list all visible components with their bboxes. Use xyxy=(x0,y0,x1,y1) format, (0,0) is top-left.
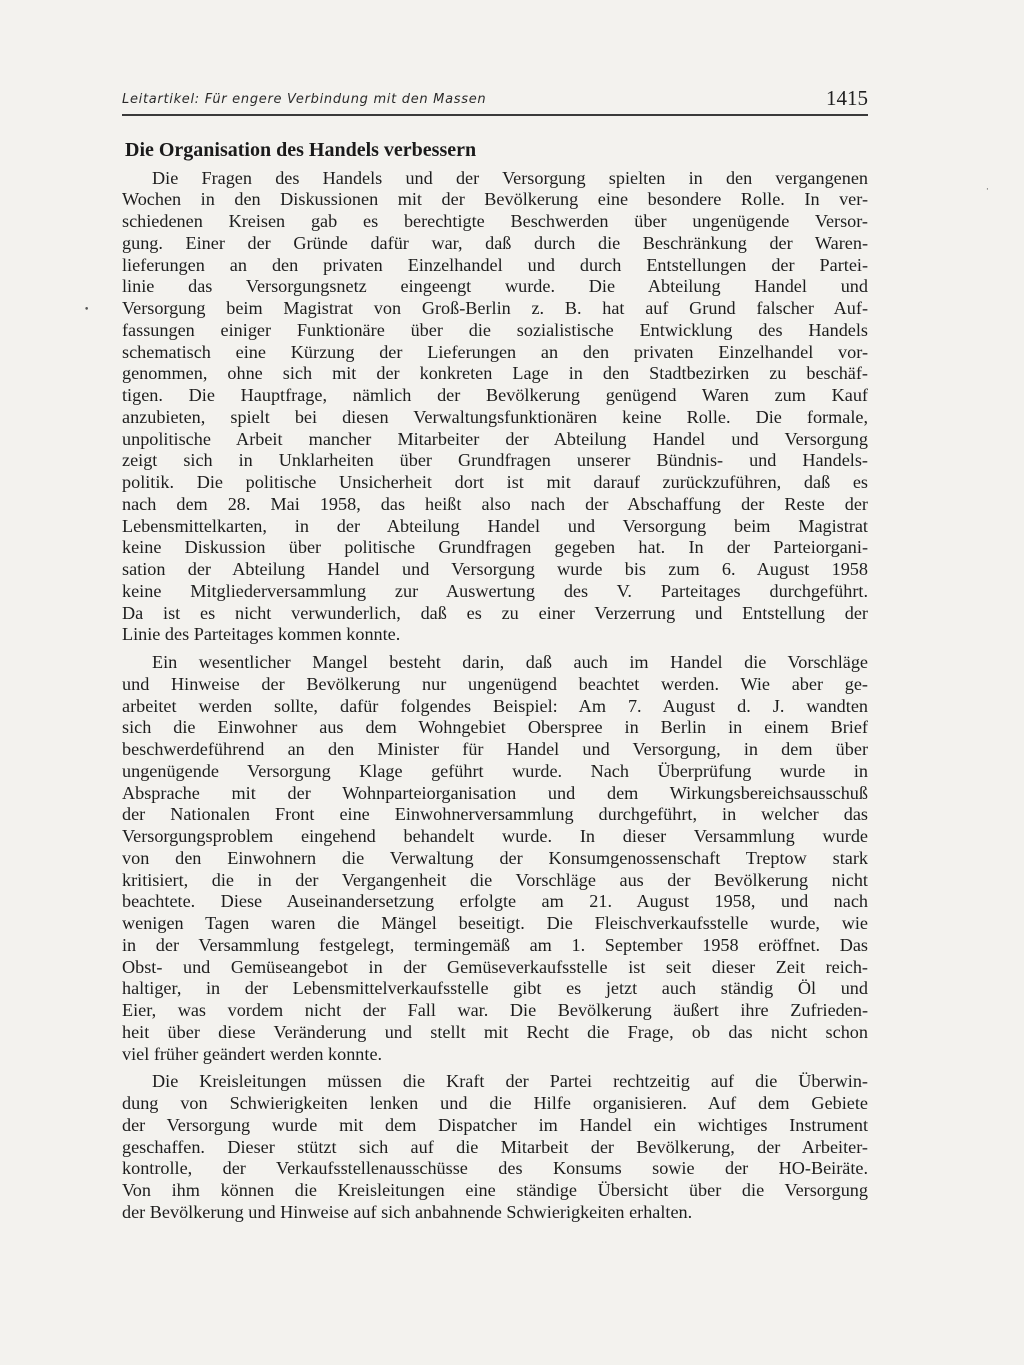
text-line: viel früher geändert werden konnte. xyxy=(122,1043,383,1064)
text-line: Wochen in den Diskussionen mit der Bevölkerung eine besondere Rolle. In ver- xyxy=(122,189,868,210)
text-line: beschwerdeführend an den Minister für Handel und Versorgung, in dem über xyxy=(122,739,868,759)
text-line: Versorgung beim Magistrat von Groß-Berlin z. B. hat auf Grund falscher Auf- xyxy=(122,298,868,318)
text-line: der Bevölkerung und Hinweise auf sich anbahnende Schwierigkeiten erhalten. xyxy=(122,1201,693,1222)
text-line: politik. Die politische Unsicherheit dort ist mit darauf zurückzuführen, daß es xyxy=(122,472,868,492)
text-line: der Nationalen Front eine Einwohnerversammlung durchgeführt, in welcher das xyxy=(122,804,868,825)
text-line: ungenügende Versorgung Klage geführt wurde. Nach Überprüfung wurde in xyxy=(122,760,868,781)
margin-ink-dot: • xyxy=(84,305,90,315)
text-line: und Hinweise der Bevölkerung nur ungenügend beachtet werden. Wie aber ge- xyxy=(122,673,868,694)
text-line: keine Diskussion über politische Grundfragen gegeben hat. In der Parteiorgani- xyxy=(122,537,868,558)
text-line: wenigen Tagen waren die Mängel beseitigt. Die Fleischverkaufsstelle wurde, wie xyxy=(122,913,868,933)
text-line: nach dem 28. Mai 1958, das heißt also nach der Abschaffung der Reste der xyxy=(122,493,868,514)
text-line: sich die Einwohner aus dem Wohngebiet Oberspree in Berlin in einem Brief xyxy=(122,717,868,738)
text-line: anzubieten, spielt bei diesen Verwaltungsfunktionären keine Rolle. Die formale, xyxy=(122,406,868,427)
text-line: kontrolle, der Verkaufsstellenausschüsse des Konsums sowie der HO-Beiräte. xyxy=(122,1158,868,1179)
text-line: lieferungen an den privaten Einzelhandel und durch Entstellungen der Partei- xyxy=(122,254,868,275)
text-line: sation der Abteilung Handel und Versorgung wurde bis zum 6. August 1958 xyxy=(122,559,868,579)
text-line: gung. Einer der Gründe dafür war, daß durch die Beschränkung der Waren- xyxy=(122,232,868,253)
header-rule xyxy=(122,114,868,116)
paragraph xyxy=(122,652,868,1065)
text-line: kritisiert, die in der Vergangenheit die Vorschläge aus der Bevölkerung nicht xyxy=(122,869,868,890)
text-line: von den Einwohnern die Verwaltung der Konsumgenossenschaft Treptow stark xyxy=(122,847,868,868)
text-line: schiedenen Kreisen gab es berechtigte Beschwerden über ungenügende Versor- xyxy=(122,211,868,231)
text-line: Die Kreisleitungen müssen die Kraft der Partei rechtzeitig auf die Überwin- xyxy=(152,1071,868,1092)
text-line: schematisch eine Kürzung der Lieferungen an den privaten Einzelhandel vor- xyxy=(122,341,868,362)
text-line: Von ihm können die Kreisleitungen eine ständige Übersicht über die Versorgung xyxy=(122,1180,868,1200)
text-line: genommen, ohne sich mit der konkreten Lage in den Stadtbezirken zu beschäf- xyxy=(122,363,868,384)
document-page xyxy=(122,86,868,1230)
text-line: beachtete. Diese Auseinandersetzung erfolgte am 21. August 1958, und nach xyxy=(122,891,868,912)
text-line: fassungen einiger Funktionäre über die sozialistische Entwicklung des Handels xyxy=(122,319,868,340)
text-line: unpolitische Arbeit mancher Mitarbeiter der Abteilung Handel und Versorgung xyxy=(122,428,868,449)
text-line: Eier, was vordem nicht der Fall war. Die Bevölkerung äußert ihre Zufrieden- xyxy=(122,1000,868,1020)
text-line: der Versorgung wurde mit dem Dispatcher im Handel ein wichtiges Instrument xyxy=(122,1114,868,1135)
margin-ink-speck: · xyxy=(986,185,989,195)
paragraph xyxy=(122,168,868,647)
paragraph xyxy=(122,1071,868,1223)
text-line: tigen. Die Hauptfrage, nämlich der Bevölkerung genügend Waren zum Kauf xyxy=(122,385,868,405)
text-line: linie das Versorgungsnetz eingeengt wurde. Die Abteilung Handel und xyxy=(122,276,868,297)
text-line: keine Mitgliederversammlung zur Auswertung des V. Parteitages durchgeführt. xyxy=(122,580,868,601)
running-title: Leitartikel: Für engere Verbindung mit den Massen xyxy=(122,92,487,107)
text-line: Versorgungsproblem eingehend behandelt wurde. In dieser Versammlung wurde xyxy=(122,826,868,846)
text-line: geschaffen. Dieser stützt sich auf die Mitarbeit der Bevölkerung, der Arbeiter- xyxy=(122,1136,868,1157)
text-line: dung von Schwierigkeiten lenken und die Hilfe organisieren. Auf dem Gebiete xyxy=(122,1093,868,1113)
text-line: Obst- und Gemüseangebot in der Gemüseverkaufsstelle ist seit dieser Zeit reich- xyxy=(122,956,868,977)
text-line: Ein wesentlicher Mangel besteht darin, daß auch im Handel die Vorschläge xyxy=(152,652,868,672)
running-header xyxy=(122,86,868,112)
text-line: Linie des Parteitages kommen konnte. xyxy=(122,624,401,645)
section-heading: Die Organisation des Handels verbessern xyxy=(125,138,477,161)
text-line: arbeitet werden sollte, dafür folgendes Beispiel: Am 7. August d. J. wandten xyxy=(122,695,868,716)
text-line: zeigt sich in Unklarheiten über Grundfragen unserer Bündnis- und Handels- xyxy=(122,450,868,471)
text-line: Da ist es nicht verwunderlich, daß es zu einer Verzerrung und Entstellung der xyxy=(122,602,868,623)
body-text xyxy=(122,168,868,1224)
text-line: haltiger, in der Lebensmittelverkaufsstelle gibt es jetzt auch ständig Öl und xyxy=(122,978,868,999)
text-line: heit über diese Veränderung und stellt mit Recht die Frage, ob das nicht schon xyxy=(122,1021,868,1042)
text-line: in der Versammlung festgelegt, termingemäß am 1. September 1958 eröffnet. Das xyxy=(122,934,868,955)
text-line: Absprache mit der Wohnparteiorganisation und dem Wirkungsbereichsausschuß xyxy=(122,782,868,803)
text-line: Die Fragen des Handels und der Versorgung spielten in den vergangenen xyxy=(152,167,868,188)
text-line: Lebensmittelkarten, in der Abteilung Handel und Versorgung beim Magistrat xyxy=(122,515,868,536)
page-number: 1415 xyxy=(826,86,868,110)
